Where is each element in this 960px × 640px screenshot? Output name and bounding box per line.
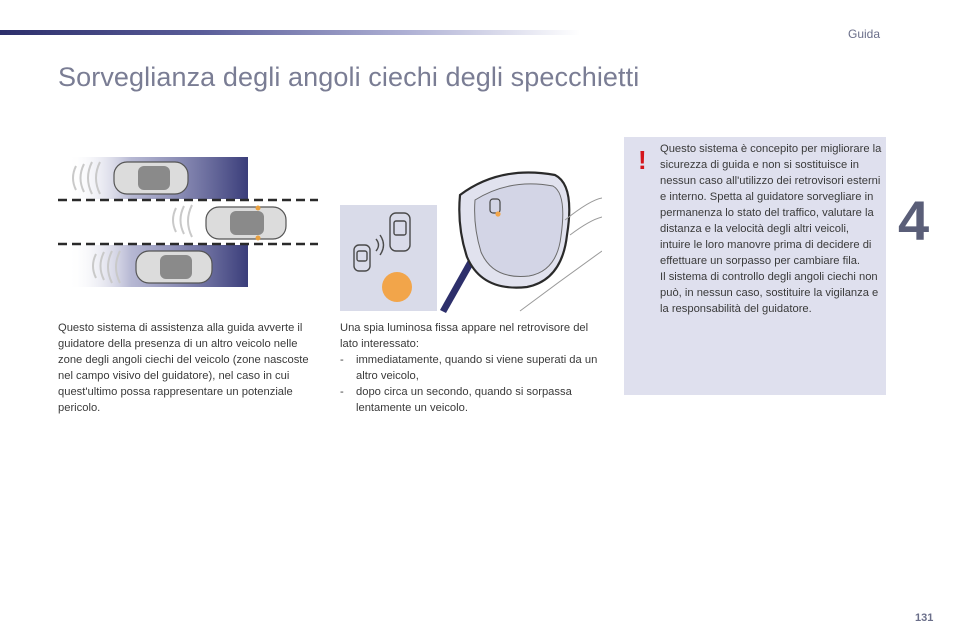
list-item: - immediatamente, quando si viene superati da un altro veicolo, xyxy=(340,354,598,382)
intro-paragraph: Questo sistema di assistenza alla guida avverte il guidatore della presenza di un altro veicolo nelle zone degli angoli ciechi del veicolo (zone nascoste nel campo visivo del guidatore), nel caso in cui quest'ultimo possa rappresentare un potenziale pericolo. xyxy=(58,322,309,414)
mirror-lead-text: Una spia luminosa fissa appare nel retrovisore del lato interessato: xyxy=(340,322,589,350)
section-label: Guida xyxy=(848,27,881,41)
list-item: - dopo circa un secondo, quando si sorpassa lentamente un veicolo. xyxy=(340,386,572,414)
exclamation-icon: ! xyxy=(638,145,647,175)
car-right-lane xyxy=(136,251,212,283)
mirror-warning-light-illustration xyxy=(340,165,602,313)
car-left-lane xyxy=(114,162,188,194)
warning-light-zoom xyxy=(382,272,412,302)
blind-spot-zones-illustration xyxy=(58,150,318,295)
exterior-mirror xyxy=(459,173,569,288)
page-number: 131 xyxy=(915,612,934,624)
warning-paragraph-2: Il sistema di controllo degli angoli ciechi non può, in nessun caso, sostituire la vigilanza e la responsabilità del guidatore. xyxy=(660,271,879,315)
header-bar xyxy=(0,30,580,35)
mirror-warning-text xyxy=(340,320,602,416)
mirror-conditions-list xyxy=(340,352,602,416)
warning-box xyxy=(624,137,886,395)
warning-paragraph-1: Questo sistema è concepito per migliorare la sicurezza di guida e non si sostituisce in nessun caso all'utilizzo dei retrovisori esterni e interno. Spetta al guidatore sorvegliare in permanenza lo stato del traffico, valutare la distanza e la velocità degli altri veicoli, intuire le loro manovre prima di decidere di effettuare un sorpasso per cambiare fila. xyxy=(660,143,882,267)
page-title: Sorveglianza degli angoli ciechi degli specchietti xyxy=(58,62,640,92)
chapter-number: 4 xyxy=(898,189,930,252)
warning-text xyxy=(660,141,882,317)
car-center-lane xyxy=(206,206,286,241)
